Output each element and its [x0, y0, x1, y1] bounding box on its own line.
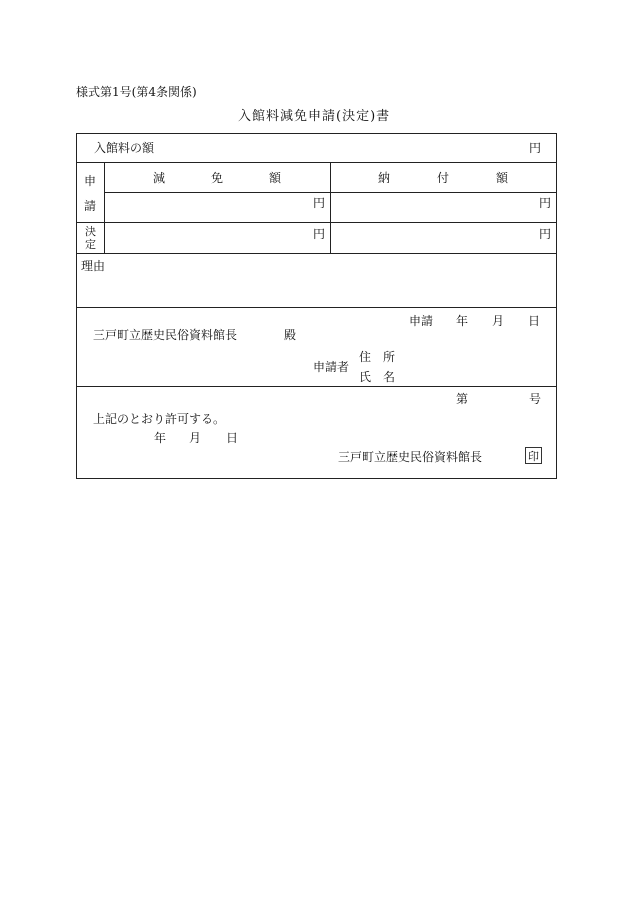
- fee-label: 入館料の額: [94, 141, 155, 155]
- application-date-label: 申請: [409, 314, 434, 328]
- seal-stamp-box: [525, 447, 542, 464]
- application-day: 日: [528, 314, 541, 328]
- reduction-header-char-1: 減: [153, 171, 166, 185]
- fee-unit: 円: [529, 141, 542, 155]
- application-reduction-unit: 円: [313, 196, 326, 210]
- divider-amount-columns: [330, 162, 331, 253]
- seal-char: 印: [528, 449, 539, 463]
- address-label-char-1: 住: [359, 350, 372, 364]
- decision-month: 月: [189, 431, 202, 445]
- divider-fee-row: [76, 162, 557, 163]
- form-table: [76, 133, 557, 479]
- honorific: 殿: [284, 328, 297, 342]
- decision-reduction-unit: 円: [313, 227, 326, 241]
- decision-label-char-2: 定: [85, 238, 96, 251]
- addressee: 三戸町立歴史民俗資料館長: [93, 328, 238, 342]
- decision-number-prefix: 第: [456, 392, 469, 406]
- divider-label-column: [104, 162, 105, 253]
- decision-number-suffix: 号: [529, 392, 542, 406]
- decision-label-char-1: 決: [85, 225, 96, 238]
- address-label-char-2: 所: [383, 350, 396, 364]
- name-label-char-2: 名: [383, 370, 396, 384]
- reason-label: 理由: [81, 259, 106, 273]
- divider-reason-row: [76, 307, 557, 308]
- divider-application-row: [76, 222, 557, 223]
- payment-header-char-2: 付: [437, 171, 450, 185]
- decision-day: 日: [226, 431, 239, 445]
- application-year: 年: [456, 314, 469, 328]
- application-month: 月: [492, 314, 505, 328]
- decision-payment-unit: 円: [539, 227, 552, 241]
- form-number: 様式第1号(第4条関係): [76, 85, 197, 99]
- applicant-label: 申請者: [313, 360, 350, 374]
- permission-text: 上記のとおり許可する。: [93, 412, 226, 426]
- application-label-char-2: 請: [84, 199, 97, 213]
- application-label-char-1: 申: [84, 174, 97, 188]
- issuer: 三戸町立歴史民俗資料館長: [338, 450, 483, 464]
- divider-decision-row: [76, 253, 557, 254]
- application-payment-unit: 円: [539, 196, 552, 210]
- document-title: 入館料減免申請(決定)書: [238, 109, 391, 124]
- reduction-header-char-3: 額: [269, 171, 282, 185]
- payment-header-char-3: 額: [496, 171, 509, 185]
- reduction-header-char-2: 免: [211, 171, 224, 185]
- decision-year: 年: [154, 431, 167, 445]
- name-label-char-1: 氏: [359, 370, 372, 384]
- payment-header-char-1: 納: [378, 171, 391, 185]
- divider-application-section: [76, 386, 557, 387]
